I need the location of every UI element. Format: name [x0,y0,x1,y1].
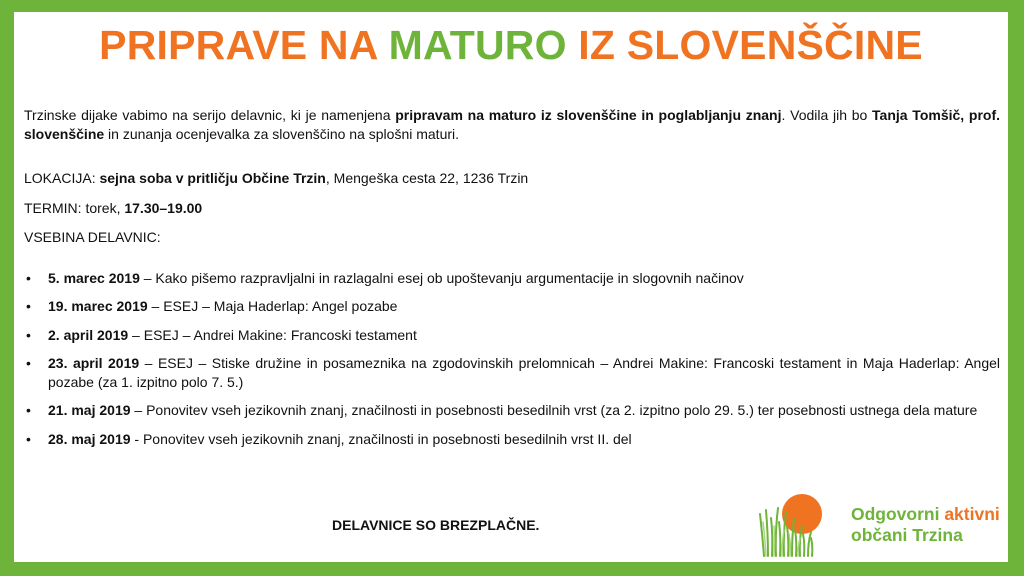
logo-line-2: občani Trzina [851,525,963,545]
term-time: 17.30–19.00 [124,199,203,216]
term-line [24,199,1000,218]
intro-text-3: in zunanja ocenjevalka za slovenščino na splošni maturi. [104,125,460,142]
workshop-topic: - Ponovitev vseh jezikovnih znanj, značilnosti in posebnosti besedilnih vrst II. del [130,430,632,447]
workshop-topic: – Ponovitev vseh jezikovnih znanj, značilnosti in posebnosti besedilnih vrst (za 2. izpitno polo 29. 5.) ter posebnosti ustnega dela mature [130,402,978,418]
bullet-icon: • [26,326,31,343]
location-line [24,169,1000,188]
workshop-date: 5. marec 2019 [48,269,140,286]
workshop-date: 21. maj 2019 [48,402,131,418]
workshop-list [24,269,1000,449]
content-body [24,106,1000,458]
intro-bold-2: Tanja Tomšič, prof. slovenščine [24,107,1000,142]
logo-text [851,504,1000,546]
workshop-date: 23. april 2019 [48,355,140,371]
intro-bold-1: pripravam na maturo iz slovenščine in poglabljanju znanj [395,107,782,123]
location-label: LOKACIJA: [24,170,100,186]
list-item [24,326,1000,345]
logo-line-1 [851,504,1000,525]
list-item [24,269,1000,288]
intro-paragraph [24,106,1000,143]
list-item [24,401,1000,420]
organization-logo [756,492,1006,558]
workshop-topic: – Kako pišemo razpravljalni in razlagalni esej ob upoštevanju argumentacije in slogovnih načinov [139,269,744,286]
workshop-topic: – ESEJ – Stiske družine in posameznika na zgodovinskih prelomnicah – Andrei Makine: Francoski testament in Maja Haderlap: Angel pozabe (za 1. izpitno polo 7. 5.) [48,355,1001,390]
workshop-topic: – ESEJ – Maja Haderlap: Angel pozabe [147,298,398,314]
intro-text-1: Trzinske dijake vabimo na serijo delavnic, ki je namenjena [24,107,396,123]
bullet-icon: • [26,298,31,314]
workshop-date: 19. marec 2019 [48,298,148,314]
logo-word-1: Odgovorni [851,504,945,524]
title-part-2: MATURO [388,22,567,68]
bullet-icon: • [26,430,31,447]
content-heading: VSEBINA DELAVNIC: [24,229,161,245]
bullet-icon: • [26,355,31,371]
workshop-date: 2. april 2019 [48,326,129,343]
location-address: , Mengeška cesta 22, 1236 Trzin [325,170,529,186]
grass-sun-icon [756,492,846,558]
intro-text-2: . Vodila jih bo [781,107,873,123]
list-item [24,297,1000,316]
page-title [14,22,1008,69]
title-part-3: IZ SLOVENŠČINE [566,22,923,68]
list-item [24,430,1000,449]
free-notice: DELAVNICE SO BREZPLAČNE. [332,517,540,533]
location-place: sejna soba v pritličju Občine Trzin [99,170,326,186]
bullet-icon: • [26,269,31,286]
workshop-date: 28. maj 2019 [48,430,131,447]
bullet-icon: • [26,402,31,418]
list-item [24,354,1000,391]
slide-card [14,12,1008,562]
workshop-topic: – ESEJ – Andrei Makine: Francoski testament [128,326,417,343]
logo-word-2: aktivni [944,504,1000,524]
title-part-1: PRIPRAVE NA [99,22,389,68]
term-label: TERMIN: torek, [24,199,125,216]
